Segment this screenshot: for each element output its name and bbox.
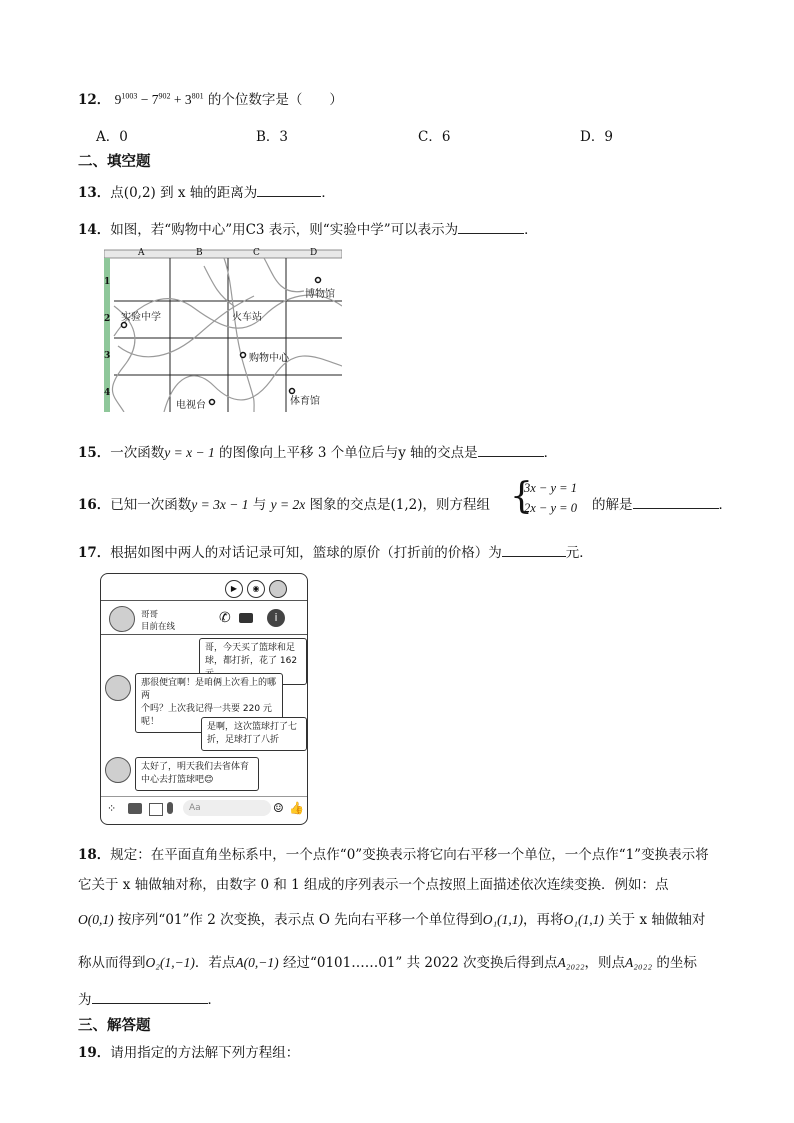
question-text: ，再将 bbox=[523, 912, 564, 928]
school-label: 实验中学 bbox=[121, 312, 161, 323]
system-brace: { bbox=[510, 476, 533, 517]
point-expression: A(0,−1) bbox=[235, 955, 279, 970]
question-text: 规定：在平面直角坐标系中，一个点作“0”变换表示将它向右平移一个单位，一个点作“1”变换表示将 bbox=[110, 847, 709, 863]
emoji-icon[interactable]: ☺ bbox=[273, 801, 284, 815]
question-number: 13． bbox=[78, 185, 111, 201]
question-18-line1 bbox=[78, 843, 709, 863]
punctuation: ． bbox=[207, 992, 221, 1008]
question-number: 17． bbox=[78, 545, 111, 561]
tv-station-label: 电视台 bbox=[176, 400, 206, 411]
question-text: 的解是 bbox=[592, 497, 633, 513]
question-text: 点 bbox=[110, 185, 124, 201]
punctuation: ． bbox=[524, 222, 538, 238]
apps-icon[interactable]: ⁘ bbox=[107, 802, 117, 815]
point-expression: (1,2) bbox=[390, 497, 423, 513]
question-text: 的图像向上平移 3 个单位后与y 轴的交点是 bbox=[214, 445, 478, 461]
question-18-line3 bbox=[78, 908, 705, 928]
question-16 bbox=[78, 477, 778, 523]
question-text: 图象的交点是 bbox=[305, 497, 391, 513]
avatar bbox=[105, 757, 131, 783]
map-row-label: 4 bbox=[104, 388, 111, 398]
museum-label: 博物馆 bbox=[305, 289, 335, 300]
point-expression: O(0,1) bbox=[78, 912, 114, 927]
message-input[interactable]: Aa bbox=[183, 800, 271, 816]
function-expression: y = x − 1 bbox=[164, 445, 215, 460]
camera-icon[interactable] bbox=[128, 803, 142, 814]
chat-message-right bbox=[201, 717, 307, 751]
thumbs-up-icon[interactable]: 👍 bbox=[289, 801, 304, 815]
message-line: 球，都打折，花了 162 bbox=[205, 656, 298, 666]
point-expression: O₁(1,1) bbox=[563, 912, 604, 927]
question-12 bbox=[78, 88, 343, 108]
question-18-line2: 它关于 x 轴做轴对称，由数字 0 和 1 组成的序列表示一个点按照上面描述依次连续变换．例如：点 bbox=[78, 877, 669, 893]
punctuation: ． bbox=[718, 497, 732, 513]
option-b[interactable]: B．3 bbox=[256, 129, 289, 145]
message-line: 太好了，明天我们去省体育 bbox=[141, 762, 250, 772]
answer-blank[interactable] bbox=[458, 219, 524, 234]
map-col-label: D bbox=[310, 248, 318, 258]
point-expression: A₂₀₂₂ bbox=[557, 955, 585, 970]
message-line: 个吗？上次我记得一共要 220 元呢！ bbox=[141, 704, 272, 727]
question-18-line5 bbox=[78, 988, 221, 1008]
answer-blank[interactable] bbox=[633, 494, 719, 509]
gym-label: 体育馆 bbox=[290, 396, 320, 407]
map-svg bbox=[104, 246, 342, 412]
question-text: 已知一次函数 bbox=[110, 497, 192, 513]
divider bbox=[101, 634, 307, 635]
info-icon[interactable]: i bbox=[267, 609, 285, 627]
question-number: 19． bbox=[78, 1045, 111, 1061]
option-a[interactable]: A．0 bbox=[96, 129, 128, 145]
option-d[interactable]: D．9 bbox=[580, 129, 613, 145]
question-19 bbox=[78, 1041, 299, 1061]
map-col-label: B bbox=[196, 248, 203, 258]
avatar bbox=[105, 675, 131, 701]
question-number: 12． bbox=[78, 92, 111, 108]
grid-map-figure bbox=[104, 246, 342, 412]
contact-name: 哥哥 bbox=[141, 610, 159, 620]
map-row-label: 1 bbox=[104, 277, 111, 287]
question-text: ，则方程组 bbox=[422, 497, 491, 513]
phone-icon[interactable]: ✆ bbox=[219, 610, 231, 626]
question-15 bbox=[78, 441, 557, 461]
question-text: 与 bbox=[248, 497, 271, 513]
section-title: 二、填空题 bbox=[78, 154, 151, 170]
mall-label: 购物中心 bbox=[249, 353, 289, 364]
answer-blank[interactable] bbox=[478, 442, 544, 457]
question-number: 15． bbox=[78, 445, 111, 461]
question-text: 为 bbox=[78, 992, 92, 1008]
question-text: 称从而得到 bbox=[78, 955, 146, 971]
message-line: 哥，今天买了篮球和足 bbox=[205, 643, 296, 653]
point-expression: (0,2) bbox=[123, 185, 156, 201]
question-number: 18． bbox=[78, 847, 111, 863]
question-13 bbox=[78, 181, 335, 201]
question-text: 根据如图中两人的对话记录可知，篮球的原价（打折前的价格）为 bbox=[110, 545, 502, 561]
profile-icon[interactable] bbox=[269, 580, 287, 598]
point-expression: O₂(1,−1) bbox=[145, 955, 195, 970]
punctuation: ． bbox=[543, 445, 558, 461]
question-text: 一次函数 bbox=[110, 445, 165, 461]
question-17 bbox=[78, 541, 593, 561]
point-expression: A₂₀₂₂ bbox=[625, 955, 653, 970]
section-title: 三、解答题 bbox=[78, 1018, 151, 1034]
equation-2: 2x − y = 0 bbox=[524, 501, 577, 515]
microphone-icon[interactable] bbox=[167, 802, 173, 814]
question-text: 如图，若“购物中心”用C3 表示，则“实验中学”可以表示为 bbox=[110, 222, 459, 238]
message-line: 折，足球打了八折 bbox=[207, 735, 280, 745]
answer-blank[interactable] bbox=[92, 989, 208, 1004]
video-icon[interactable] bbox=[239, 613, 253, 623]
question-text: 请用指定的方法解下列方程组： bbox=[110, 1045, 300, 1061]
question-text: ．若点 bbox=[194, 955, 236, 971]
message-line: 中心去打篮球吧😊 bbox=[141, 775, 214, 785]
divider bbox=[101, 600, 307, 601]
question-number: 14． bbox=[78, 222, 111, 238]
map-col-label: A bbox=[138, 248, 145, 258]
chat-message-left bbox=[135, 757, 259, 791]
question-text: 经过“0101……01” 共 2022 次变换后得到点 bbox=[278, 955, 558, 971]
map-row-label: 2 bbox=[104, 314, 111, 324]
function-expression: y = 3x − 1 bbox=[191, 497, 249, 512]
option-c[interactable]: C．6 bbox=[418, 129, 451, 145]
answer-blank[interactable] bbox=[502, 542, 566, 557]
question-18-line4 bbox=[78, 951, 697, 971]
avatar[interactable] bbox=[109, 606, 135, 632]
question-text: 按序列“01”作 2 次变换，表示点 O 先向右平移一个单位得到 bbox=[113, 912, 483, 928]
answer-blank[interactable] bbox=[257, 182, 321, 197]
question-text: 到 x 轴的距离为 bbox=[155, 185, 258, 201]
question-text: 的坐标 bbox=[652, 955, 697, 971]
message-icon[interactable]: ◉ bbox=[247, 580, 265, 598]
equation-1: 3x − y = 1 bbox=[524, 481, 577, 495]
image-icon[interactable] bbox=[149, 803, 163, 816]
question-number: 16． bbox=[78, 497, 111, 513]
play-icon[interactable]: ▶ bbox=[225, 580, 243, 598]
map-row-label: 3 bbox=[104, 351, 111, 361]
expression: $9^{1003} - 7^{902} + 3^{801}$ bbox=[114, 91, 204, 107]
map-col-label: C bbox=[253, 248, 260, 258]
punctuation: ． bbox=[321, 185, 335, 201]
station-label: 火车站 bbox=[232, 312, 262, 323]
question-14 bbox=[78, 218, 538, 238]
divider bbox=[101, 796, 307, 797]
function-expression: y = 2x bbox=[270, 497, 306, 512]
question-text: 的个位数字是（ ） bbox=[207, 92, 343, 108]
contact-status: 目前在线 bbox=[141, 622, 176, 632]
message-line: 是啊，这次篮球打了七 bbox=[207, 722, 298, 732]
question-text: 关于 x 轴做轴对 bbox=[603, 912, 706, 928]
punctuation: 元． bbox=[565, 545, 593, 561]
chat-phone-figure bbox=[100, 573, 308, 825]
question-text: ，则点 bbox=[584, 955, 626, 971]
message-line: 那很便宜啊！是咱俩上次看上的哪两 bbox=[141, 678, 277, 701]
point-expression: O₁(1,1) bbox=[482, 912, 524, 927]
